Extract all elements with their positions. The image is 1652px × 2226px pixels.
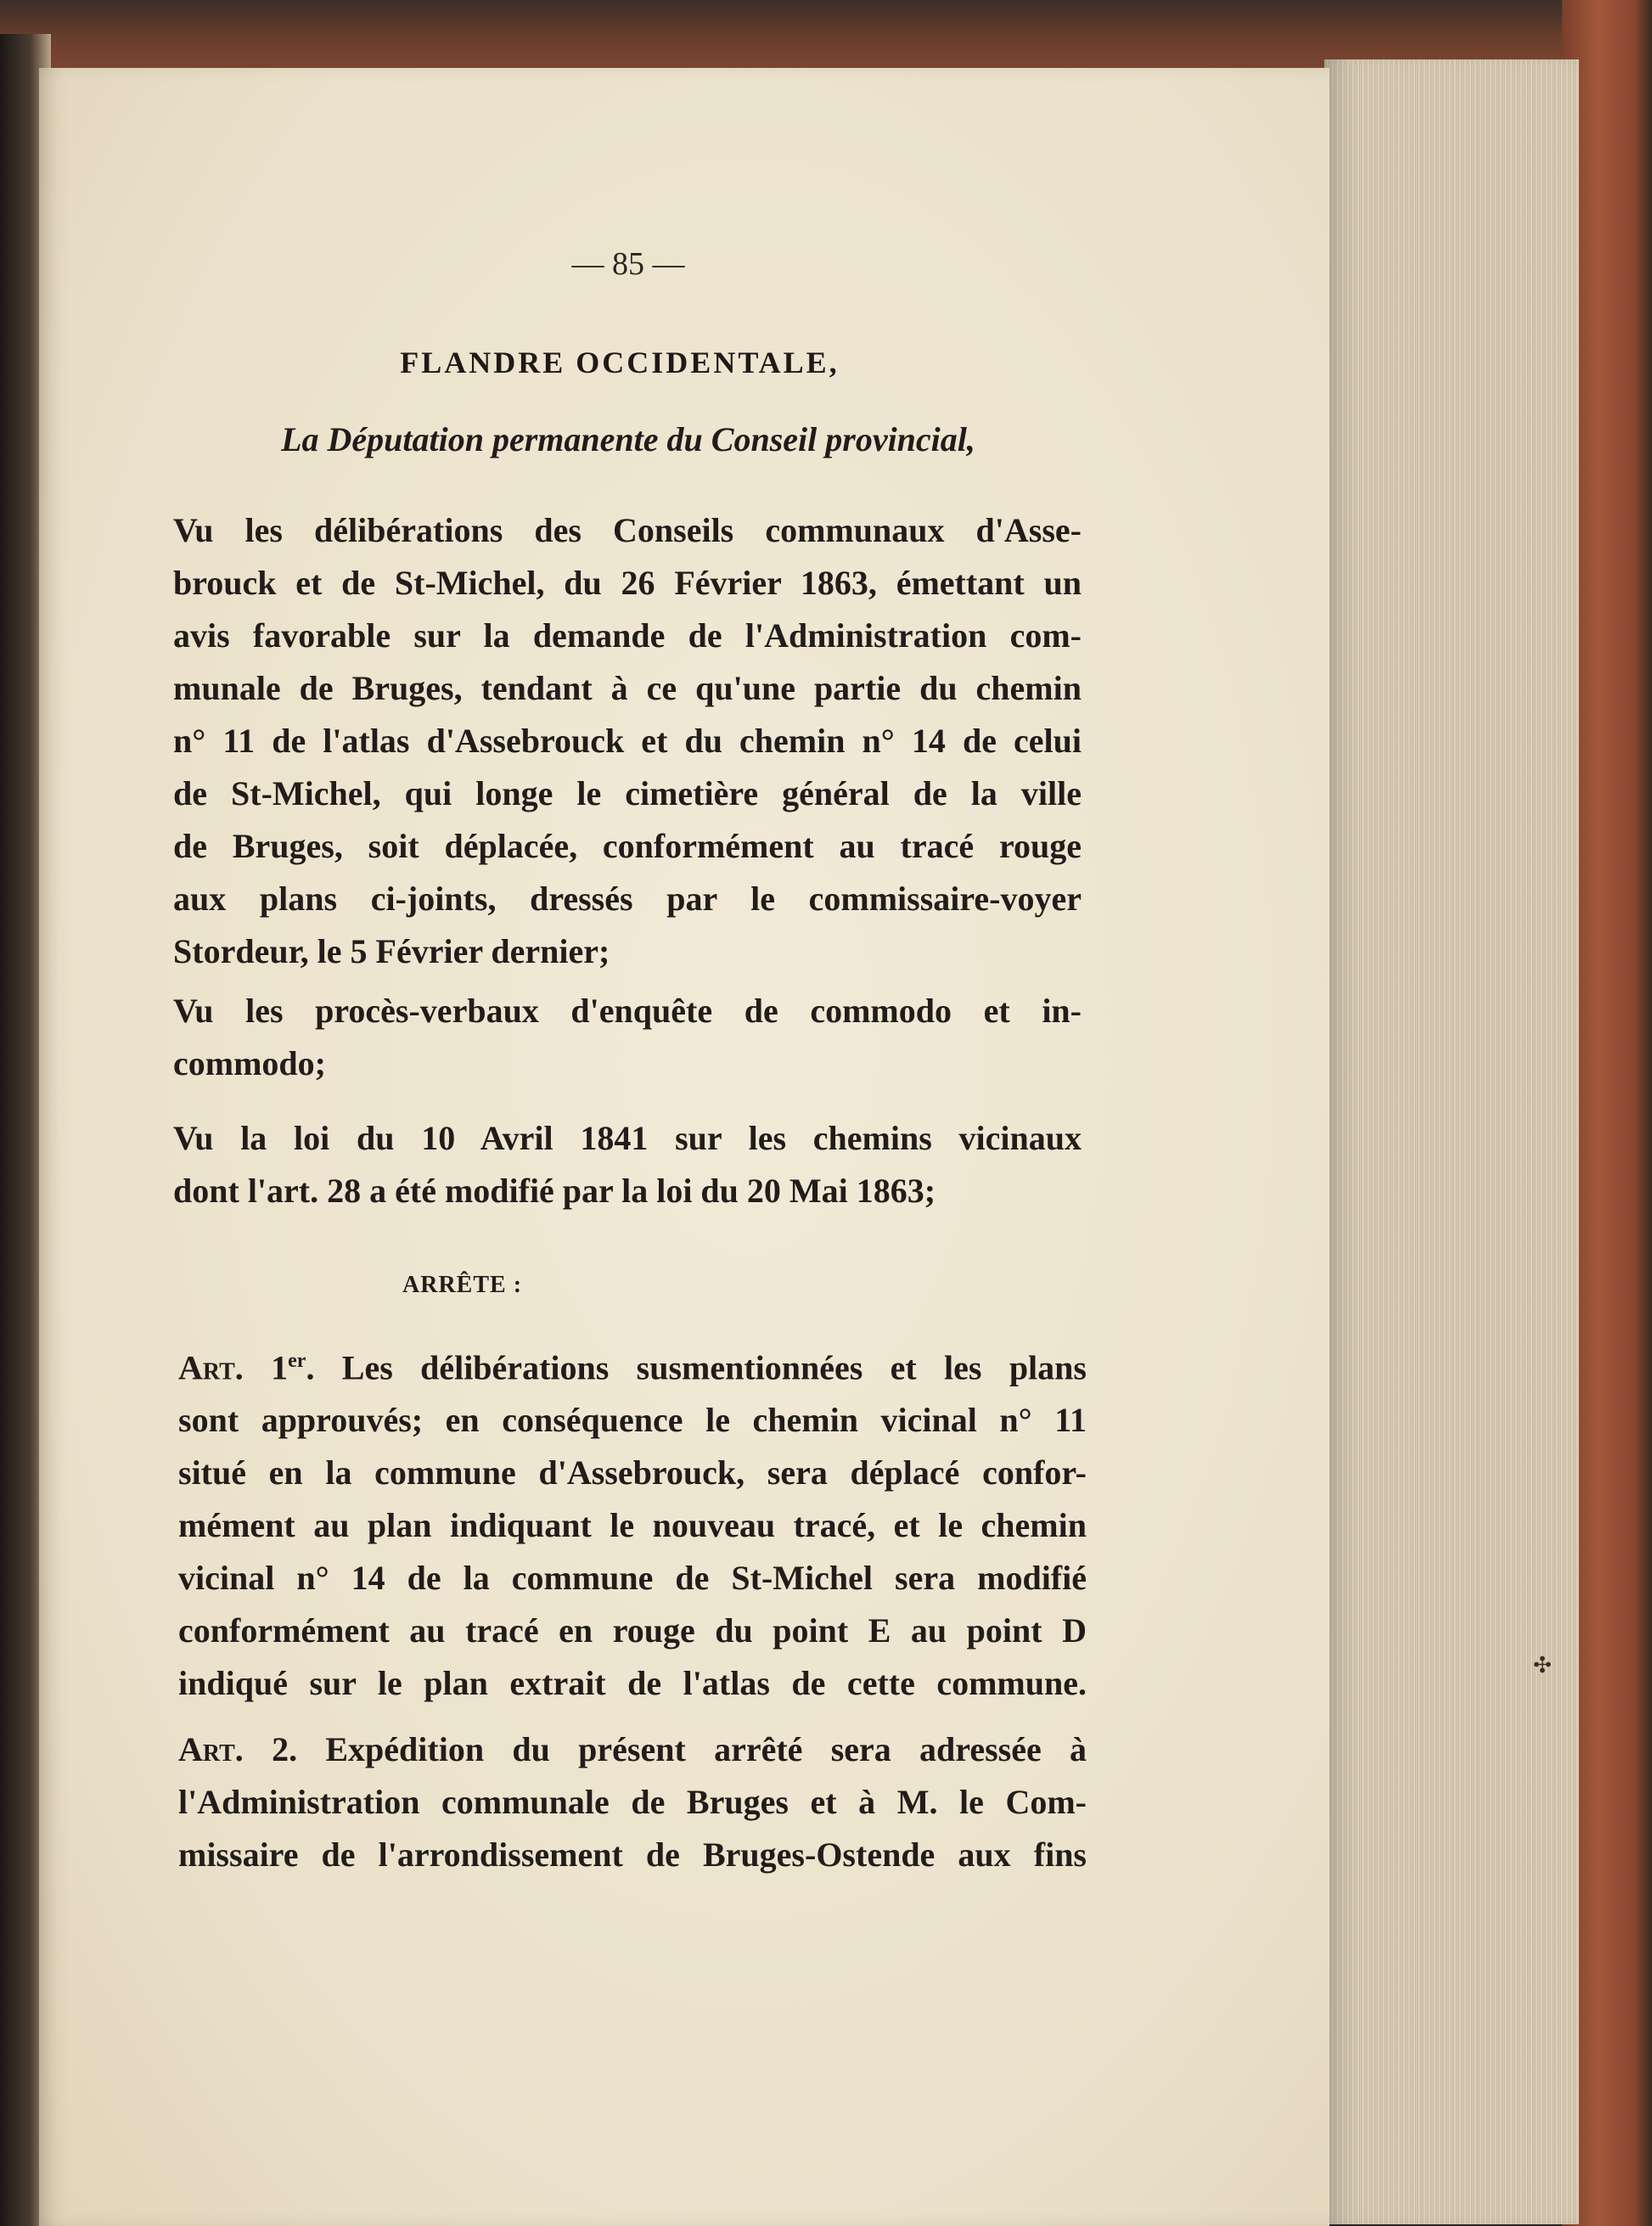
text-line: sont approuvés; en conséquence le chemin vicinal n° 11	[178, 1401, 1087, 1440]
arrete-heading: ARRÊTE :	[402, 1272, 523, 1298]
text-line: Vu les procès-verbaux d'enquête de commodo et in-	[173, 992, 1082, 1030]
text-line: munale de Bruges, tendant à ce qu'une partie du chemin	[173, 669, 1082, 707]
article-first-line	[178, 1335, 1087, 1394]
text-line: l'Administration communale de Bruges et à M. le Com-	[178, 1783, 1087, 1821]
section-subheading: La Députation permanente du Conseil provincial,	[281, 420, 975, 458]
article-1	[178, 1335, 1087, 1710]
article-label: Art. 1	[178, 1348, 289, 1387]
article-2	[178, 1723, 1087, 1881]
text-line: dont l'art. 28 a été modifié par la loi du 20 Mai 1863;	[173, 1172, 936, 1210]
article-label-end: .	[306, 1348, 315, 1387]
article-label-sup: er	[288, 1350, 306, 1372]
article-first-line	[178, 1723, 1087, 1776]
text-line: avis favorable sur la demande de l'Administration com-	[173, 616, 1082, 655]
ink-mark-icon: ✣	[1533, 1653, 1552, 1678]
text-line: aux plans ci-joints, dressés par le commissaire-voyer	[173, 880, 1082, 918]
page-number: — 85 —	[571, 246, 685, 282]
text-line: brouck et de St-Michel, du 26 Février 1863, émettant un	[173, 564, 1082, 602]
text-line: n° 11 de l'atlas d'Assebrouck et du chemin n° 14 de celui	[173, 722, 1082, 760]
text-line: Vu la loi du 10 Avril 1841 sur les chemins vicinaux	[173, 1119, 1082, 1157]
article-label: Art. 2.	[178, 1730, 298, 1768]
text-line: Vu les délibérations des Conseils communaux d'Asse-	[173, 511, 1082, 549]
paragraph-3	[173, 1112, 1082, 1217]
text-line: mément au plan indiquant le nouveau tracé, et le chemin	[178, 1506, 1087, 1545]
paragraph-1	[173, 504, 1082, 978]
text-line: Stordeur, le 5 Février dernier;	[173, 932, 610, 970]
text-line: commodo;	[173, 1044, 326, 1082]
text-line: indiqué sur le plan extrait de l'atlas de cette commune.	[178, 1664, 1087, 1703]
page-edges	[1324, 59, 1579, 2224]
text-line: de St-Michel, qui longe le cimetière général de la ville	[173, 774, 1082, 812]
text-fragment: Expédition du présent arrêté sera adressée à	[297, 1730, 1087, 1768]
text-line: de Bruges, soit déplacée, conformément au tracé rouge	[173, 827, 1082, 865]
text-fragment: Les délibérations susmentionnées et les plans	[314, 1348, 1087, 1387]
text-line: conformément au tracé en rouge du point E au point D	[178, 1611, 1087, 1650]
text-line: situé en la commune d'Assebrouck, sera déplacé confor-	[178, 1453, 1087, 1492]
paragraph-2	[173, 985, 1082, 1090]
text-line: missaire de l'arrondissement de Bruges-Ostende aux fins	[178, 1835, 1087, 1874]
text-line: vicinal n° 14 de la commune de St-Michel sera modifié	[178, 1559, 1087, 1598]
section-heading: FLANDRE OCCIDENTALE,	[400, 346, 840, 379]
